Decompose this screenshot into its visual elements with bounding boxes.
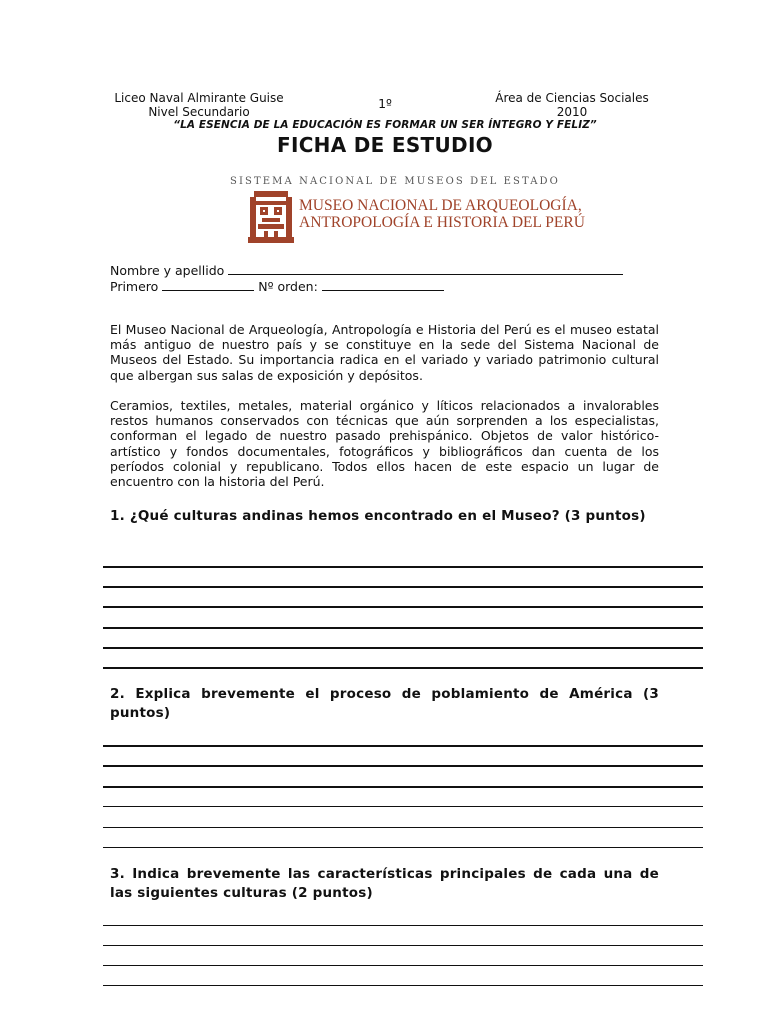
school-level: Nivel Secundario	[148, 105, 250, 119]
answer-line	[103, 965, 703, 966]
name-blank-line	[228, 263, 623, 275]
answer-line	[103, 647, 703, 649]
question-1: 1. ¿Qué culturas andinas hemos encontrado en el Museo? (3 puntos)	[110, 508, 646, 524]
answer-line	[103, 847, 703, 848]
question-2: 2. Explica brevemente el proceso de poblamiento de América (3 puntos)	[110, 686, 659, 721]
grade-field-label: Primero	[110, 279, 159, 294]
answer-line	[103, 786, 703, 788]
grade-label: 1º	[378, 96, 392, 111]
name-label: Nombre y apellido	[110, 263, 225, 278]
area-name: Área de Ciencias Sociales	[495, 91, 649, 105]
answer-line	[103, 586, 703, 588]
school-motto: “LA ESENCIA DE LA EDUCACIÓN ES FORMAR UN SER ÍNTEGRO Y FELIZ”	[173, 119, 597, 131]
area-header	[490, 91, 654, 119]
grade-blank-line	[162, 279, 254, 291]
answer-line	[103, 745, 703, 747]
student-name-field	[110, 263, 623, 278]
museum-logo-icon	[248, 191, 294, 243]
museum-name-line2: ANTROPOLOGÍA E HISTORIA DEL PERÚ	[299, 214, 585, 231]
school-header	[112, 91, 286, 119]
answer-line	[103, 667, 703, 669]
answer-line	[103, 945, 703, 946]
answer-line	[103, 566, 703, 568]
answer-line	[103, 806, 703, 807]
answer-line	[103, 627, 703, 629]
grade-order-field	[110, 279, 444, 294]
school-name: Liceo Naval Almirante Guise	[114, 91, 284, 105]
answer-line	[103, 985, 703, 986]
museum-intro-paragraph: El Museo Nacional de Arqueología, Antropología e Historia del Perú es el museo estatal más antiguo de nuestro país y se constituye en la sede del Sistema Nacional de Museos del Estado. Su importancia radica en el variado y variado patrimonio cultural que albergan sus salas de exposición y depósitos.	[110, 322, 659, 383]
question-3: 3. Indica brevemente las características principales de cada una de las siguientes culturas (2 puntos)	[110, 866, 659, 901]
order-blank-line	[322, 279, 444, 291]
museum-name-line1: MUSEO NACIONAL DE ARQUEOLOGÍA,	[299, 197, 582, 214]
school-year: 2010	[556, 105, 588, 119]
page-title: FICHA DE ESTUDIO	[277, 133, 493, 157]
answer-line	[103, 827, 703, 828]
museum-system-label: SISTEMA NACIONAL DE MUSEOS DEL ESTADO	[230, 176, 560, 187]
order-label: Nº orden:	[258, 279, 318, 294]
museum-collection-paragraph: Ceramios, textiles, metales, material orgánico y líticos relacionados a invalorables restos humanos conservados con técnicas que aún sorprenden a los especialistas, conforman el legado de nuestro pasado prehispánico. Objetos de valor histórico-artístico y fondos documentales, fotográficos y bibliográficos dan cuenta de los períodos colonial y republicano. Todos ellos hacen de este espacio un lugar de encuentro con la historia del Perú.	[110, 398, 659, 490]
answer-line	[103, 765, 703, 767]
answer-line	[103, 606, 703, 608]
answer-line	[103, 925, 703, 926]
